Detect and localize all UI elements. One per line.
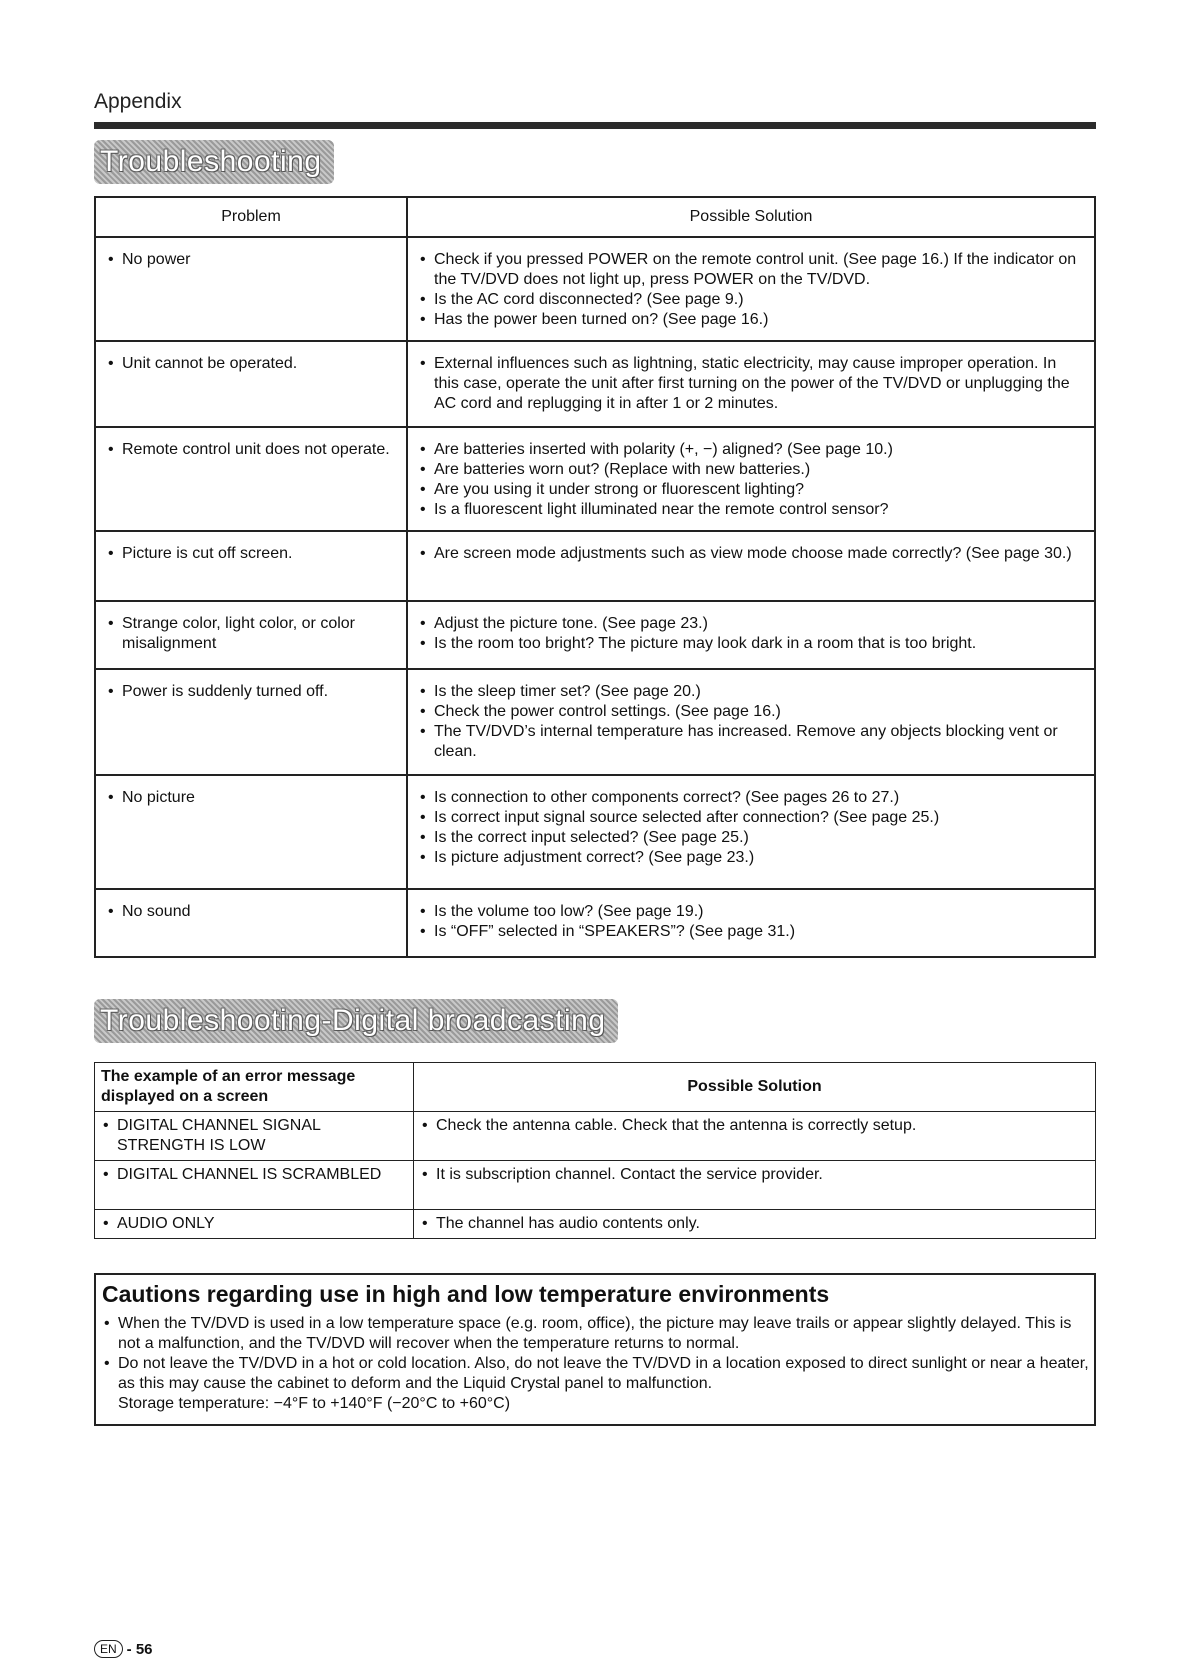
problem-header: Problem [95,197,407,237]
problem-text: • Unit cannot be operated. [106,354,396,374]
solution-text: • Is correct input signal source selected after connection? (See page 25.) [418,808,1084,828]
solution-text: • External influences such as lightning, static electricity, may cause improper operation. In this case, operate the unit after first turning on the power of the TV/DVD or unplugging the AC cord and replugging it in after 1 or 2 minutes. [418,354,1084,414]
problem-text: • Picture is cut off screen. [106,544,396,564]
troubleshooting-table [94,196,1096,958]
solution-text: • Adjust the picture tone. (See page 23.) [418,614,1084,634]
digital-error-table [94,1062,1096,1239]
problem-text: • No picture [106,788,396,808]
table-row [95,775,1095,889]
page-footer [94,1640,153,1658]
caution-item: • When the TV/DVD is used in a low temperature space (e.g. room, office), the picture may leave trails or appear slightly delayed. This is not a malfunction, and the TV/DVD will recover when the temperature returns to normal. [102,1314,1092,1354]
problem-text: • Power is suddenly turned off. [106,682,396,702]
solution-text: • Is connection to other components correct? (See pages 26 to 27.) [418,788,1084,808]
troubleshooting-title: Troubleshooting [94,140,334,184]
solution-text: • Check the antenna cable. Check that the antenna is correctly setup. [420,1116,1089,1136]
solution-text: • Is the volume too low? (See page 19.) [418,902,1084,922]
cautions-box [94,1273,1096,1426]
solution-text: • The TV/DVD’s internal temperature has increased. Remove any objects blocking vent or clean. [418,722,1084,762]
header-rule [94,122,1096,129]
solution-header: Possible Solution [407,197,1095,237]
problem-text: • Remote control unit does not operate. [106,440,396,460]
solution-text: • Is the correct input selected? (See page 25.) [418,828,1084,848]
table-row [95,531,1095,601]
page-number: - 56 [126,1640,153,1658]
section-label: Appendix [94,90,182,113]
table-row [95,889,1095,957]
problem-text: • Strange color, light color, or color misalignment [106,614,396,654]
table-header-row [95,197,1095,237]
table-row [95,341,1095,427]
solution-text: • Check the power control settings. (See page 16.) [418,702,1084,722]
error-message: • DIGITAL CHANNEL SIGNAL STRENGTH IS LOW [101,1116,407,1156]
solution-header: Possible Solution [414,1063,1096,1112]
table-row [95,1112,1096,1161]
table-row [95,237,1095,341]
problem-text: • No power [106,250,396,270]
solution-text: • Are screen mode adjustments such as view mode choose made correctly? (See page 30.) [418,544,1084,564]
language-badge: EN [94,1640,123,1658]
error-message: • AUDIO ONLY [101,1214,407,1234]
message-header: The example of an error message displayed on a screen [95,1063,414,1112]
problem-text: • No sound [106,902,396,922]
solution-text: • Are batteries worn out? (Replace with new batteries.) [418,460,1084,480]
solution-text: • Check if you pressed POWER on the remote control unit. (See page 16.) If the indicator on the TV/DVD does not light up, press POWER on the TV/DVD. [418,250,1084,290]
table-row [95,427,1095,531]
table-row [95,669,1095,775]
solution-text: • Are batteries inserted with polarity (+, −) aligned? (See page 10.) [418,440,1084,460]
solution-text: • Are you using it under strong or fluorescent lighting? [418,480,1084,500]
solution-text: • It is subscription channel. Contact the service provider. [420,1165,1089,1185]
solution-text: • The channel has audio contents only. [420,1214,1089,1234]
solution-text: • Is the sleep timer set? (See page 20.) [418,682,1084,702]
table-row [95,601,1095,669]
table-row [95,1161,1096,1210]
table-header-row [95,1063,1096,1112]
solution-text: • Is picture adjustment correct? (See page 23.) [418,848,1084,868]
table-row [95,1210,1096,1239]
solution-text: • Is “OFF” selected in “SPEAKERS”? (See page 31.) [418,922,1084,942]
storage-temperature: Storage temperature: −4°F to +140°F (−20°C to +60°C) [118,1395,511,1412]
solution-text: • Is the room too bright? The picture may look dark in a room that is too bright. [418,634,1084,654]
solution-text: • Is the AC cord disconnected? (See page 9.) [418,290,1084,310]
solution-text: • Is a fluorescent light illuminated near the remote control sensor? [418,500,1084,520]
caution-item: • Do not leave the TV/DVD in a hot or cold location. Also, do not leave the TV/DVD in a location exposed to direct sunlight or near a heater, as this may cause the cabinet to deform and the Liquid Crystal panel to malfunction. [102,1354,1092,1394]
cautions-title: Cautions regarding use in high and low temperature environments [102,1281,830,1307]
digital-broadcasting-title: Troubleshooting-Digital broadcasting [94,999,618,1043]
error-message: • DIGITAL CHANNEL IS SCRAMBLED [101,1165,407,1185]
solution-text: • Has the power been turned on? (See page 16.) [418,310,1084,330]
